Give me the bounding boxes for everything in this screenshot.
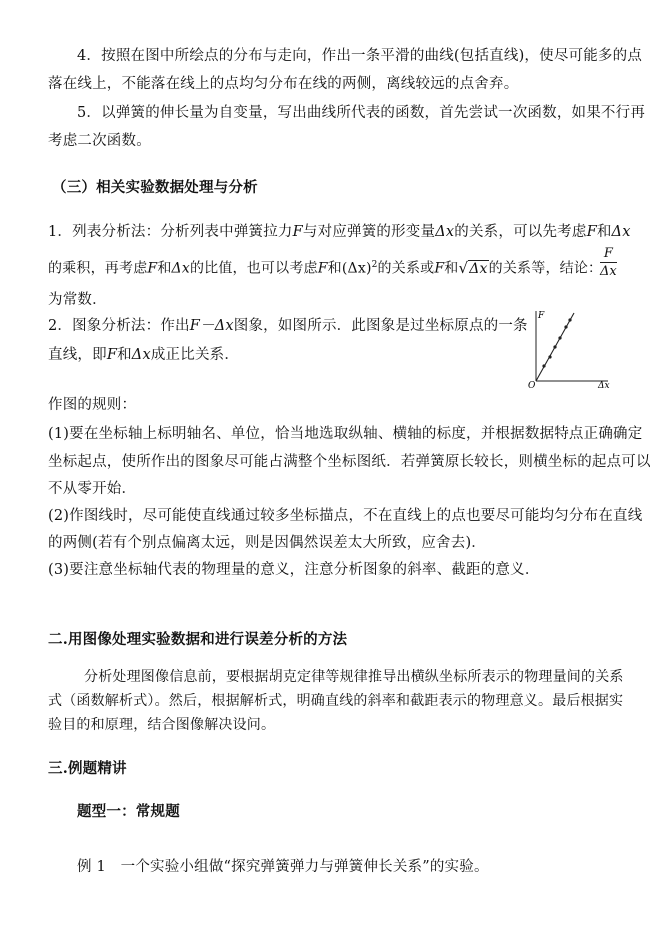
section-3-heading: （三）相关实验数据处理与分析 [52,179,258,196]
fraction-denominator: Δx [600,264,617,279]
var-dx: Δx [171,260,190,277]
step-4-line-1: 4．按照在图中所绘点的分布与走向，作出一条平滑的曲线(包括直线)，使尽可能多的点 [77,48,643,64]
var-f: F [106,347,118,363]
text-run: 的关系等，结论： [488,260,603,277]
method-1-line-3: 为常数． [48,292,107,308]
var-f: F [147,260,158,277]
data-point [558,336,561,339]
text-run: 的乘积，再考虑 [48,260,148,277]
example-1: 例 1 一个实验小组做“探究弹簧弹力与弹簧伸长关系”的实验。 [77,859,489,875]
rule-2-line-2: 的两侧(若有个别点偏离太远，则是因偶然误差太大所致，应舍去)． [48,535,487,551]
text-run: 1．列表分析法：分析列表中弹簧拉力 [48,224,293,240]
superscript-2: 2 [371,260,378,270]
fraction-numerator: F [600,245,617,263]
var-f: F [434,260,445,277]
data-point [548,355,551,358]
var-dx: Δx [435,224,455,240]
text-run: 和 [117,347,132,363]
section-two-para-line-2: 式（函数解析式）。然后，根据解析式，明确直线的斜率和截距表示的物理意义。最后根据实 [48,693,624,709]
step-4-line-2: 落在线上，不能落在线上的点均匀分布在线的两侧，离线较远的点舍弃。 [48,76,519,92]
origin-label: O [528,381,536,390]
data-point [568,318,571,321]
text-run: 直线，即 [48,347,107,363]
var-dx: Δx [611,224,631,240]
section-two-para-line-1: 分析处理图像信息前，要根据胡克定律等规律推导出横纵坐标所表示的物理量间的关系 [84,669,624,685]
text-run: 和(Δx) [327,260,372,277]
rule-3-line-1: (3)要注意坐标轴代表的物理量的意义，注意分析图象的斜率、截距的意义． [48,562,540,578]
method-2-line-2 [48,343,239,367]
rule-2-line-1: (2)作图线时，尽可能使直线通过较多坐标描点，不在直线上的点也要尽可能均匀分布在直线 [48,508,643,524]
rule-1-line-3: 不从零开始． [48,481,137,497]
data-point [564,325,567,328]
f-dx-graph [520,305,620,390]
section-two-heading: 二.用图像处理实验数据和进行误差分析的方法 [48,631,348,648]
text-run: 和 [157,260,172,277]
section-two-para-line-3: 验目的和原理，结合图像解决设问。 [48,717,276,733]
text-run: 的比值，也可以考虑 [189,260,318,277]
text-run: 成正比关系． [150,347,240,363]
sqrt-dx: √Δx [458,258,488,277]
rules-title: 作图的规则： [48,397,137,413]
step-5-line-2: 考虑二次函数。 [48,133,151,149]
var-dx: Δx [469,260,488,277]
method-2-line-1 [48,314,528,338]
rule-1-line-2: 坐标起点，使所作出的图象尽可能占满整个坐标图纸．若弹簧原长较长，则横坐标的起点可以 [48,454,651,470]
question-type-1: 题型一：常规题 [77,803,180,820]
fraction-f-over-dx [600,245,617,280]
data-point [542,364,545,367]
rule-1-line-1: (1)要在坐标轴上标明轴名、单位，恰当地选取纵轴、横轴的标度，并根据数据特点正确确定 [48,426,643,442]
section-three-heading: 三.例题精讲 [48,760,127,777]
var-f: F [317,260,328,277]
method-1-line-1 [48,220,631,244]
data-point [553,345,556,348]
text-run: 与对应弹簧的形变量 [302,224,436,240]
f-dx-label: F－Δx [189,318,234,334]
y-axis-label: F [538,311,545,321]
method-1-line-2 [48,253,602,281]
text-run: 和 [444,260,459,277]
text-run: 2．图象分析法：作出 [48,318,190,334]
text-run: 的关系或 [377,260,435,277]
var-f: F [586,224,597,240]
x-axis-label: Δx [598,381,610,390]
text-run: 的关系，可以先考虑 [454,224,587,240]
var-dx: Δx [131,347,151,363]
step-5-line-1: 5．以弹簧的伸长量为自变量，写出曲线所代表的函数，首先尝试一次函数，如果不行再 [77,105,646,121]
var-f: F [292,224,303,240]
text-run: 和 [596,224,612,240]
text-run: 图象，如图所示．此图象是过坐标原点的一条 [233,318,528,334]
